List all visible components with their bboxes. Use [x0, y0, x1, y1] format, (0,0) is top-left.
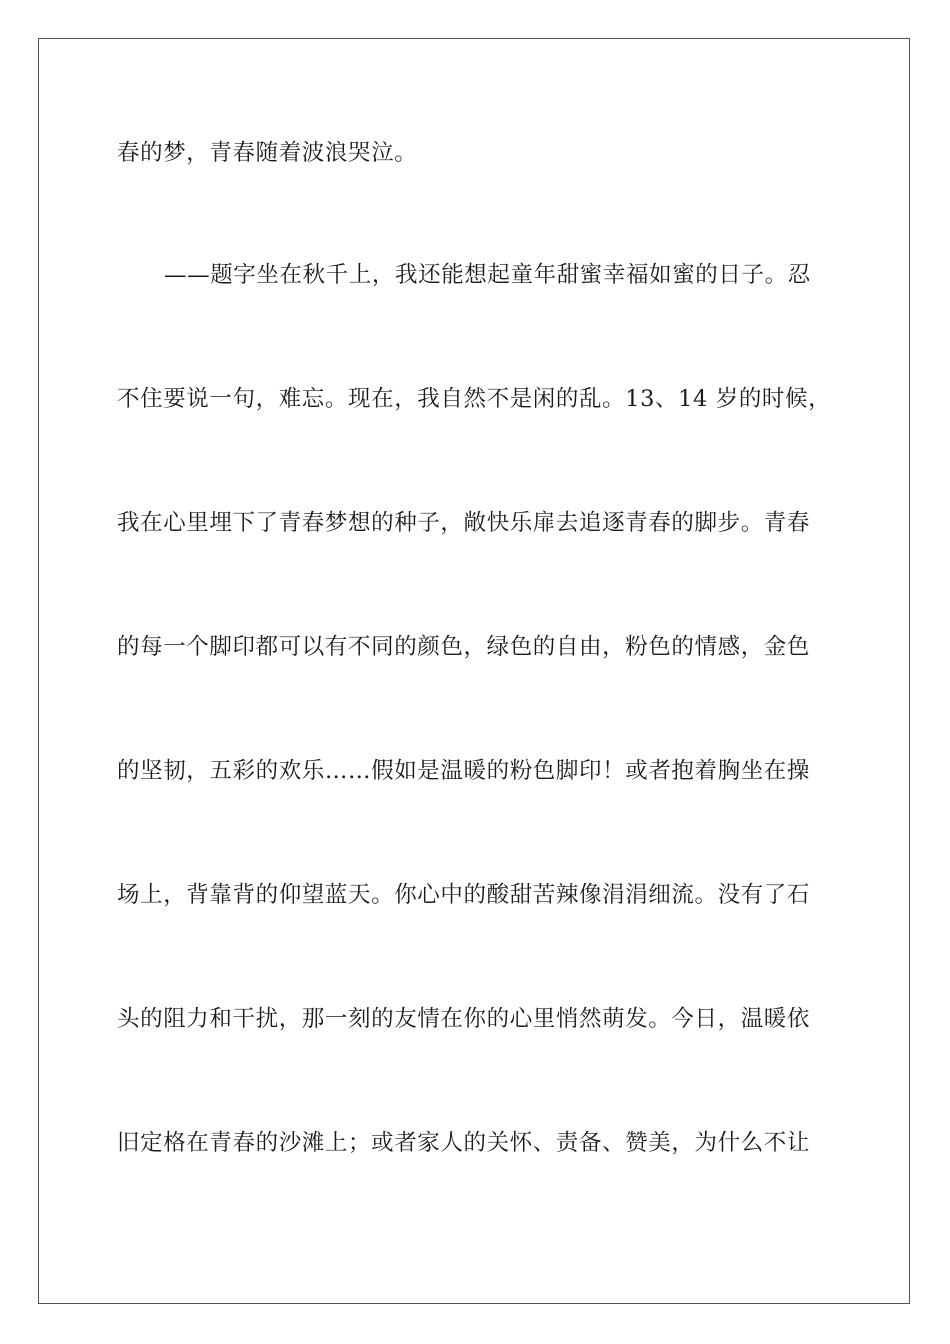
text-line: ——题字坐在秋千上，我还能想起童年甜蜜幸福如蜜的日子。忍: [164, 262, 811, 288]
text-line: 不住要说一句，难忘。现在，我自然不是闲的乱。13、14 岁的时候，: [117, 386, 832, 412]
page-border: [38, 38, 910, 1304]
text-line: 的每一个脚印都可以有不同的颜色，绿色的自由，粉色的情感，金色: [117, 634, 811, 660]
text-line: 我在心里埋下了青春梦想的种子，敞快乐扉去追逐青春的脚步。青春: [117, 510, 811, 536]
text-line: 旧定格在青春的沙滩上；或者家人的关怀、责备、赞美，为什么不让: [117, 1130, 811, 1156]
text-line: 场上，背靠背的仰望蓝天。你心中的酸甜苦辣像涓涓细流。没有了石: [117, 882, 811, 908]
text-line: 的坚韧，五彩的欢乐……假如是温暖的粉色脚印！或者抱着胸坐在操: [117, 758, 811, 784]
text-line: 春的梦，青春随着波浪哭泣。: [117, 140, 418, 166]
text-line: 头的阻力和干扰，那一刻的友情在你的心里悄然萌发。今日，温暖依: [117, 1006, 811, 1032]
